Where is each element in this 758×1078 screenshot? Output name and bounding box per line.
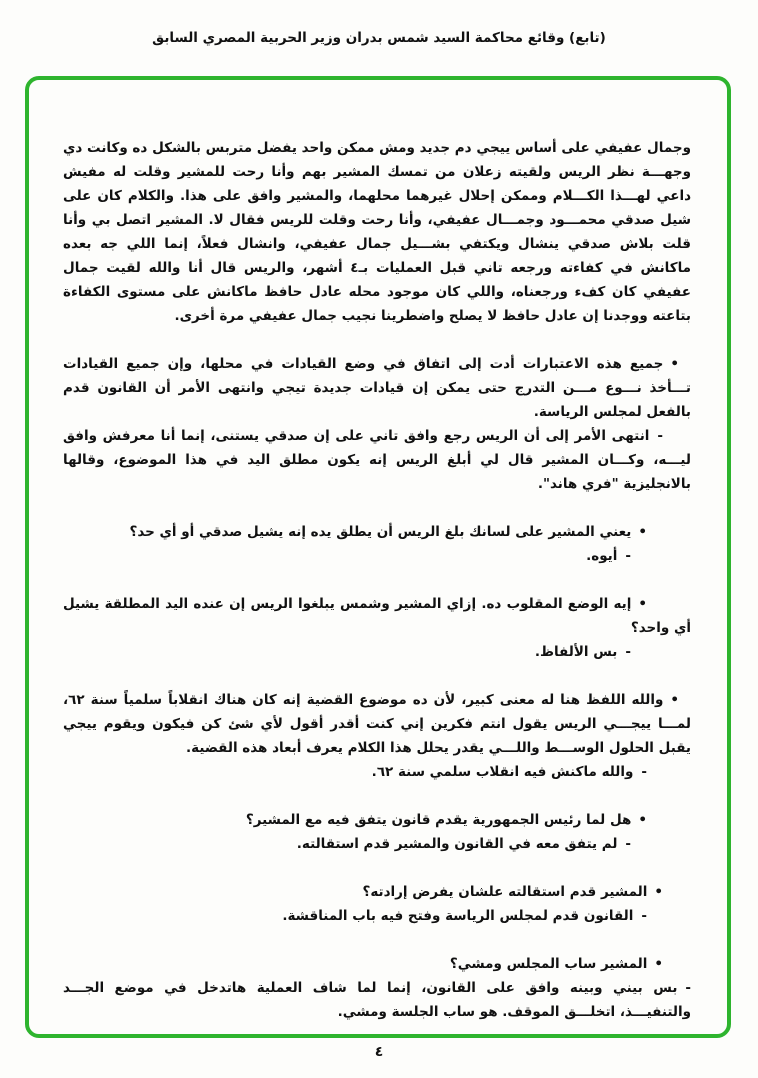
item-text: يعني المشير على لسانك بلغ الريس أن يطلق يده إنه يشيل صدقي أو أي حد؟ bbox=[129, 524, 632, 540]
dash-item bbox=[63, 760, 691, 784]
bullet-marker: • bbox=[670, 356, 679, 372]
item-text: بس الألفاظ. bbox=[534, 644, 618, 660]
bullet-item bbox=[63, 352, 691, 424]
item-text: المشير ساب المجلس ومشي؟ bbox=[449, 956, 648, 972]
green-frame bbox=[25, 76, 731, 1038]
item-text: لم يتفق معه في القانون والمشير قدم استقالته. bbox=[296, 836, 618, 852]
bullet-item bbox=[63, 520, 691, 544]
dash-item bbox=[63, 544, 691, 568]
dash-marker: - bbox=[641, 764, 647, 780]
bullet-marker: • bbox=[670, 692, 679, 708]
item-text: بس بيني وبينه وافق على القانون، إنما لما شاف العملية هاتدخل في موضع الجـــد والتنفيـــذ، اتخلـــق الموقف. هو ساب الجلسة ومشي. bbox=[63, 980, 691, 1020]
bullet-item bbox=[63, 688, 691, 760]
bullet-item bbox=[63, 880, 691, 904]
bullet-marker: • bbox=[654, 884, 663, 900]
page-number: ٤ bbox=[374, 1044, 384, 1060]
bullet-marker: • bbox=[638, 812, 647, 828]
dash-item bbox=[63, 832, 691, 856]
bullet-marker: • bbox=[638, 524, 647, 540]
dash-marker: - bbox=[625, 836, 631, 852]
bullet-marker: • bbox=[638, 596, 647, 612]
dash-item bbox=[63, 904, 691, 928]
dash-item bbox=[63, 424, 691, 496]
bullet-marker: • bbox=[654, 956, 663, 972]
item-text: والله اللفظ هنا له معنى كبير، لأن ده موضوع القضية إنه كان هناك انقلاباً سلمياً سنة ٦٢، لمـــا ييجـــي الريس يقول انتم فكرين إني كنت أقدر أقول لأي شئ كن فيكون ويقوم ييجي يقبل الحلول الوســـط واللـــي يقدر يحلل هذا الكلام يعرف أبعاد هذه القضية. bbox=[63, 692, 691, 756]
page-header-title: (تابع) وقائع محاكمة السيد شمس بدران وزير الحربية المصري السابق bbox=[152, 30, 606, 46]
item-text: أيوه. bbox=[586, 548, 618, 564]
dash-item bbox=[63, 976, 691, 1024]
dash-marker: - bbox=[625, 644, 631, 660]
item-text: انتهى الأمر إلى أن الريس رجع وافق تاني على إن صدقي يستنى، إنما أنا معرفش وافق ليـــه، وكـــان المشير قال لي أبلغ الريس إنه يكون مطلق اليد في هذا الموضوع، وقالها بالانجليزية "فري هاند". bbox=[63, 428, 691, 492]
item-text: القانون قدم لمجلس الرياسة وفتح فيه باب المناقشة. bbox=[282, 908, 634, 924]
dash-marker: - bbox=[625, 548, 631, 564]
document-content bbox=[29, 80, 727, 1024]
bullet-item bbox=[63, 592, 691, 640]
content-blocks bbox=[63, 136, 691, 1024]
bullet-item bbox=[63, 952, 691, 976]
dash-item bbox=[63, 640, 691, 664]
paragraph bbox=[63, 136, 691, 328]
item-text: هل لما رئيس الجمهورية يقدم قانون يتفق فيه مع المشير؟ bbox=[245, 812, 632, 828]
item-text: المشير قدم استقالته علشان يفرض إرادته؟ bbox=[362, 884, 648, 900]
item-text: جميع هذه الاعتبارات أدت إلى اتفاق في وضع القيادات في محلها، وإن جميع القيادات تـــأخذ نـــوع مـــن التدرج حتى يمكن إن قيادات جديدة تيجي وانتهى الأمر أن القانون قدم بالفعل لمجلس الرياسة. bbox=[63, 356, 691, 420]
item-text: وجمال عفيفي على أساس ييجي دم جديد ومش ممكن واحد يفضل متربس بالشكل ده وكانت دي وجهـــة نظر الريس ولقيته زعلان من تمسك المشير بهم وأنا رحت للمشير وقلت له مفيش داعي لهـــذا الكـــلام وممكن إحلال غيرهما محلهما، والمشير وافق على هذا. والكلام كان على شيل صدقي محمـــود وجمـــال عفيفي، وأنا رحت وقلت للريس فقال لا. المشير اتصل بي وأنا قلت بلاش صدقي ينشال ويكتفي بشـــيل جمال عفيفي، وانشال فعلاً، إنما اللي جه بعده ماكانش في كفاءته ورجعه تاني قبل العمليات بـ٤ أشهر، والريس قال أنا والله لقيت جمال عفيفي كان كفء ورجعناه، واللي كان موجود محله عادل حافظ ماكانش على مستوى الكفاءة بتاعته ووجدنا إن عادل حافظ لا يصلح واضطرينا نجيب جمال عفيفي مرة أخرى. bbox=[63, 140, 691, 324]
bullet-item bbox=[63, 808, 691, 832]
dash-marker: - bbox=[685, 980, 691, 996]
dash-marker: - bbox=[657, 428, 663, 444]
item-text: والله ماكنش فيه انقلاب سلمي سنة ٦٢. bbox=[371, 764, 634, 780]
dash-marker: - bbox=[641, 908, 647, 924]
item-text: إيه الوضع المقلوب ده. إزاي المشير وشمس يبلغوا الريس إن عنده اليد المطلقة يشيل أي واحد؟ bbox=[63, 596, 691, 636]
